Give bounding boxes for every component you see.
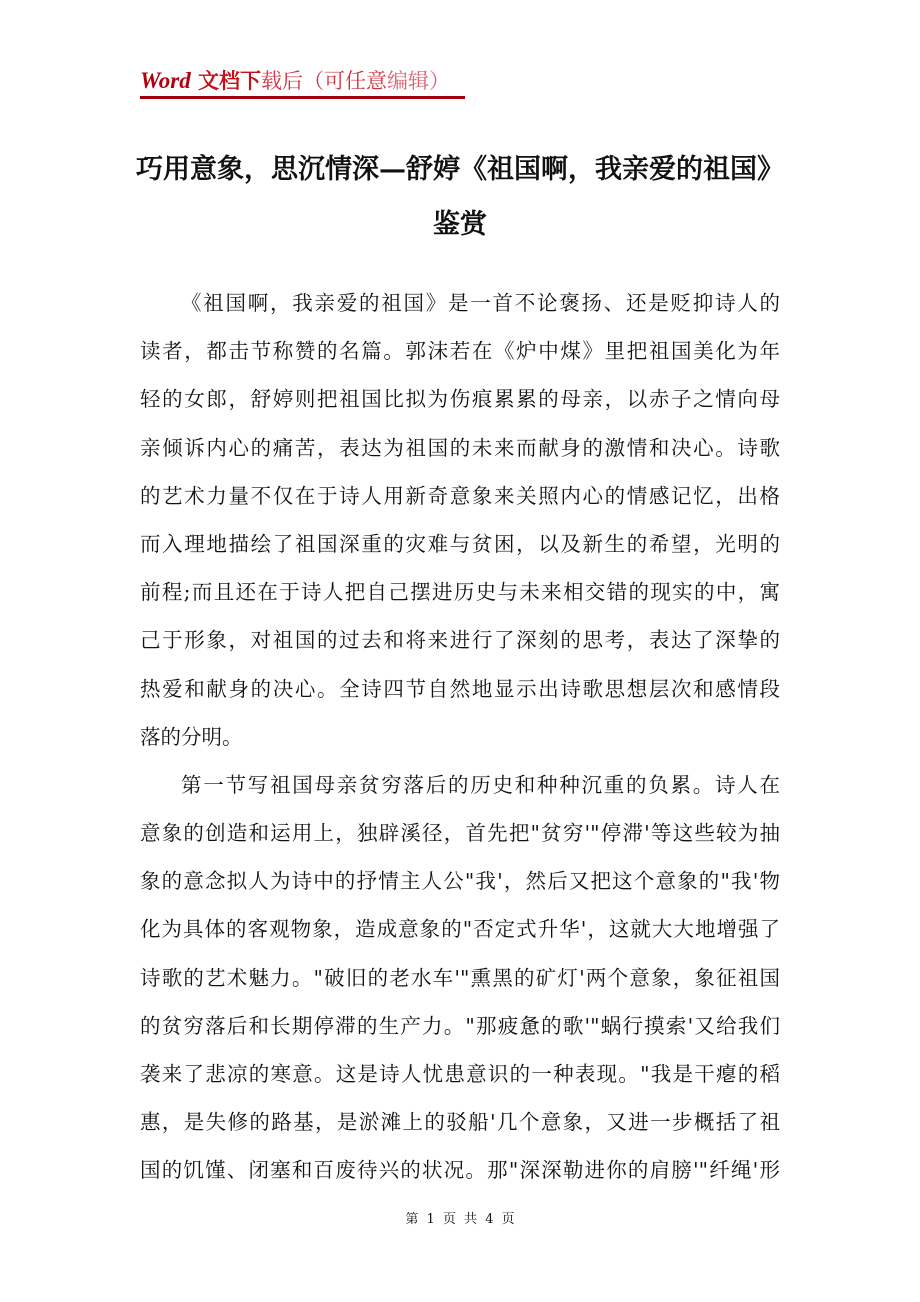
- paragraph-line: 轻的女郎，舒婷则把祖国比拟为伤痕累累的母亲，以赤子之情向母: [140, 387, 780, 412]
- paragraph-line: 惠，是失修的路基，是淤滩上的驳船'几个意象，又进一步概括了祖: [140, 1110, 780, 1135]
- paragraph-line: 国的饥馑、闭塞和百废待兴的状况。那"深深勒进你的肩膀'"纤绳'形: [140, 1158, 780, 1183]
- paragraph-line: 前程;而且还在于诗人把自己摆进历史与未来相交错的现实的中，寓: [140, 580, 780, 605]
- paragraph-line: 的艺术力量不仅在于诗人用新奇意象来关照内心的情感记忆，出格: [140, 483, 780, 508]
- paragraph-line: 的贫穷落后和长期停滞的生产力。"那疲惫的歌'"蜗行摸索'又给我们: [140, 1013, 780, 1038]
- paragraph-line: 第一节写祖国母亲贫穷落后的历史和种种沉重的负累。诗人在: [181, 772, 780, 797]
- banner-text-1: 文档下: [190, 69, 262, 93]
- paragraph-line: 诗歌的艺术魅力。"破旧的老水车'"熏黑的矿灯'两个意象，象征祖国: [140, 965, 780, 990]
- paragraph-line: 袭来了悲凉的寒意。这是诗人忧患意识的一种表现。"我是干瘪的稻: [140, 1062, 780, 1086]
- paragraph-line: 己于形象，对祖国的过去和将来进行了深刻的思考，表达了深挚的: [140, 628, 780, 653]
- page-title-line-2: 鉴赏: [433, 209, 487, 240]
- page-title-line-1: 巧用意象，思沉情深—舒婷《祖国啊，我亲爱的祖国》: [136, 154, 784, 185]
- paragraph-line: 化为具体的客观物象，造成意象的"否定式升华'，这就大大地增强了: [140, 917, 780, 942]
- document-body: [140, 283, 780, 1199]
- download-banner: [140, 66, 465, 99]
- paragraph-line: 读者，都击节称赞的名篇。郭沫若在《炉中煤》里把祖国美化为年: [140, 339, 780, 364]
- paragraph-line: 热爱和献身的决心。全诗四节自然地显示出诗歌思想层次和感情段: [140, 676, 780, 701]
- paragraph-line: 落的分明。: [140, 724, 243, 749]
- paragraph-line: 而入理地描绘了祖国深重的灾难与贫困，以及新生的希望，光明的: [140, 531, 780, 556]
- banner-word: Word: [140, 68, 191, 93]
- page-footer: 第 1 页 共 4 页: [405, 1212, 515, 1227]
- banner-text-2: 载后（可任意: [261, 69, 388, 93]
- banner-text-3: 编辑）: [387, 69, 451, 93]
- paragraph-line: 意象的创造和运用上，独辟溪径，首先把"贫穷'"停滞'等这些较为抽: [140, 821, 780, 846]
- paragraph-line: 亲倾诉内心的痛苦，表达为祖国的未来而献身的激情和决心。诗歌: [140, 435, 780, 460]
- paragraph-line: 《祖国啊，我亲爱的祖国》是一首不论褒扬、还是贬抑诗人的: [181, 291, 780, 315]
- paragraph-line: 象的意念拟人为诗中的抒情主人公"我'，然后又把这个意象的"我'物: [140, 869, 780, 894]
